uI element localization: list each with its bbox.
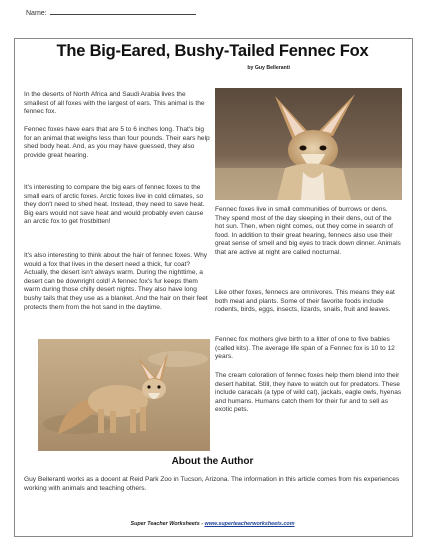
fennec-fox-photo-portrait <box>215 88 402 200</box>
name-field <box>26 7 196 17</box>
paragraph-left-1: In the deserts of North Africa and Saudi Arabia lives the smallest of all foxes with the largest of ears. This animal is the fennec fox. <box>24 91 205 116</box>
paragraph-right-3: Fennec fox mothers give birth to a litter of one to five babies (called kits). The average life span of a Fennec fox is 10 to 12 years. <box>215 336 395 361</box>
footer-brand: Super Teacher Worksheets <box>130 521 200 527</box>
article-title: The Big-Eared, Bushy-Tailed Fennec Fox <box>56 42 369 60</box>
name-write-line <box>50 7 196 15</box>
paragraph-left-3: It's interesting to compare the big ears of fennec foxes to the small ears of arctic foxes. Arctic foxes live in cold climates, so they don't need to shed heat. Instead, they need to save heat. Big ears would not save heat and would probably even cause an arctic fox to get frostbitten! <box>24 184 205 226</box>
paragraph-right-4: The cream coloration of fennec foxes help them blend into their desert habitat. Still, they have to watch out for predators. These include caracals (a type of wild cat), jackals, eagle owls, hyenas and humans. Humans catch them for their fur and to sell as exotic pets. <box>215 372 402 414</box>
footer-url-link[interactable]: www.superteacherworksheets.com <box>204 521 295 527</box>
article-byline: by Guy Belleranti <box>247 65 290 71</box>
paragraph-left-4: It's also interesting to think about the hair of fennec foxes. Why would a fox that lives in the desert need a thick, fur coat? Actually, the desert isn't always warm. During the nighttime, a desert can be downright cold! A fennec fox's fur keeps them warm during those chilly desert nights. They also have long bushy tails that they use as a blanket. And the hair on their feet protects them from the hot sand in the daytime. <box>24 252 208 311</box>
paragraph-right-2: Like other foxes, fennecs are omnivores. This means they eat both meat and plants. Some of their favorite foods include rodents, birds, eggs, insects, lizards, snails, fruit and leaves. <box>215 289 395 314</box>
paragraph-right-1: Fennec foxes live in small communities of burrows or dens. They spend most of the day sleeping in their dens, out of the hot sun. Then, when night comes, out they come in search of food. In addition to their great hearing, fennecs also use their great sense of smell and big eyes to track down dinner. Animals that are active at night are called nocturnal. <box>215 206 401 256</box>
footer <box>0 521 425 527</box>
name-label: Name: <box>26 10 47 17</box>
about-author-heading: About the Author <box>171 456 254 467</box>
fennec-fox-photo-standing <box>38 339 210 451</box>
about-author-text: Guy Belleranti works as a docent at Reid Park Zoo in Tucson, Arizona. The information in this article comes from his experiences working with animals and teaching others. <box>24 476 400 492</box>
footer-separator: - <box>199 521 205 527</box>
paragraph-left-2: Fennec foxes have ears that are 5 to 6 inches long. That's big for an animal that weighs less than four pounds. Their ears help shed body heat. And, as you may have guessed, they also provide great hearing. <box>24 126 210 159</box>
